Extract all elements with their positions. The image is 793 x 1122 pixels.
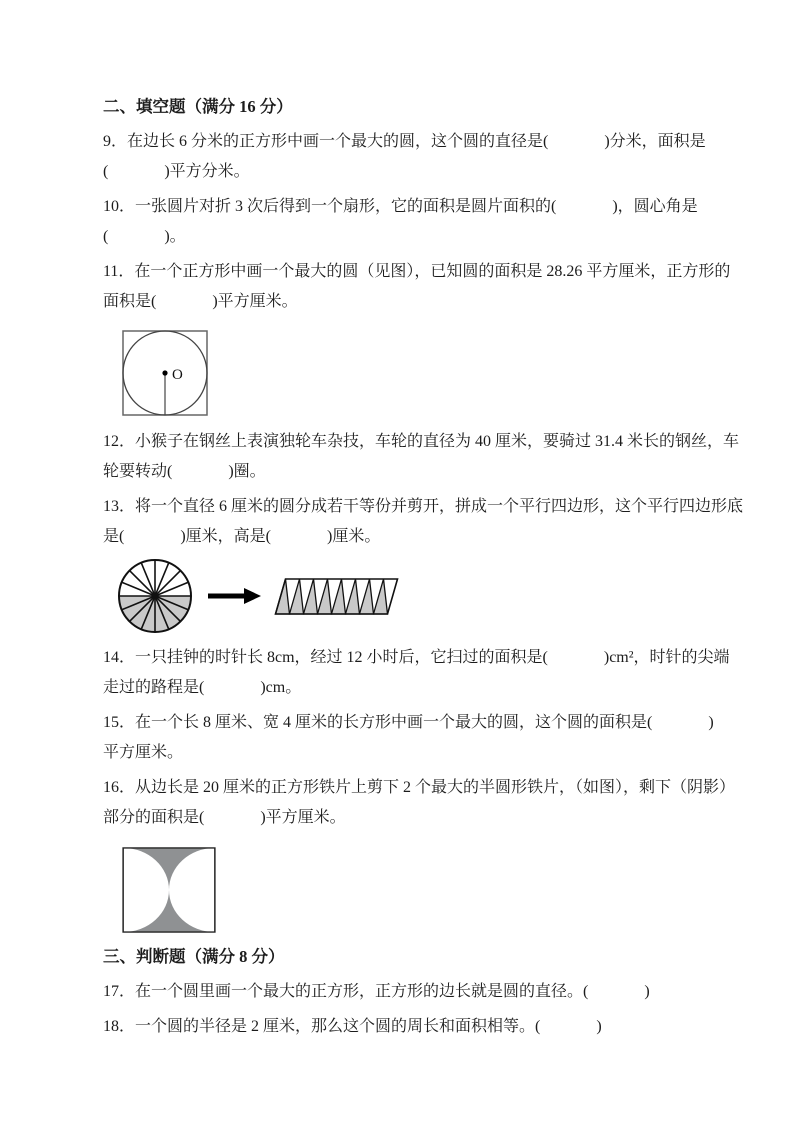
parallelogram-triangles [276,579,388,614]
question-13-line-1: 13．将一个直径 6 厘米的圆分成若干等份并剪开，拼成一个平行四边形，这个平行四边形底 [103,498,744,515]
question-15-line-1: 15．在一个长 8 厘米、宽 4 厘米的长方形中画一个最大的圆，这个圆的面积是( ) [103,714,714,731]
question-18 [103,1012,711,1042]
question-9-line-2: ( )平方分米。 [103,163,250,180]
question-10-line-1: 10．一张圆片对折 3 次后得到一个扇形，它的面积是圆片面积的( )，圆心角是 [103,198,698,215]
figure-square-semicircles [121,846,711,934]
question-10 [103,192,711,252]
figure-inscribed-circle [119,329,711,417]
section-title-judge: 三、判断题（满分 8 分） [103,947,285,966]
worksheet-content [103,92,744,1047]
question-15-line-2: 平方厘米。 [103,744,184,761]
question-14 [103,643,730,703]
question-16 [103,773,736,833]
question-15 [103,708,714,768]
question-12 [103,427,740,487]
square-semicircles-figure [121,846,217,934]
question-14-line-1: 14．一只挂钟的时针长 8cm，经过 12 小时后，它扫过的面积是( )cm²，时针的尖端 [103,649,730,666]
circle-center-dot [162,370,167,375]
question-18-line-1: 18．一个圆的半径是 2 厘米，那么这个圆的周长和面积相等。( ) [103,1018,602,1035]
sector-circle-figure [116,557,194,635]
figure-sectors-to-parallelogram [116,557,711,635]
question-9-line-1: 9．在边长 6 分米的正方形中画一个最大的圆，这个圆的直径是( )分米，面积是 [103,133,706,150]
question-17 [103,977,711,1007]
question-12-line-2: 轮要转动( )圈。 [103,463,266,480]
question-9 [103,127,711,187]
question-13-line-2: 是( )厘米，高是( )厘米。 [103,528,381,545]
question-16-line-2: 部分的面积是( )平方厘米。 [103,809,346,826]
section-title-fill-in: 二、填空题（满分 16 分） [103,97,293,116]
parallelogram-figure [274,576,401,617]
question-11-line-1: 11．在一个正方形中画一个最大的圆（见图），已知圆的面积是 28.26 平方厘米，正方形的 [103,263,731,280]
question-12-line-1: 12．小猴子在钢丝上表演独轮车杂技，车轮的直径为 40 厘米，要骑过 31.4 米长的钢丝，车 [103,433,740,450]
question-10-line-2: ( )。 [103,228,186,245]
inscribed-circle-figure [119,329,211,417]
question-17-line-1: 17．在一个圆里画一个最大的正方形，正方形的边长就是圆的直径。( ) [103,983,650,1000]
question-11-line-2: 面积是( )平方厘米。 [103,293,298,310]
question-13 [103,492,744,552]
inscribed-circle-label: O [172,367,183,383]
question-11 [103,257,731,317]
question-14-line-2: 走过的路程是( )cm。 [103,679,302,696]
arrow-right-icon [206,587,262,605]
question-16-line-1: 16．从边长是 20 厘米的正方形铁片上剪下 2 个最大的半圆形铁片，（如图），剩下（阴影） [103,779,736,796]
